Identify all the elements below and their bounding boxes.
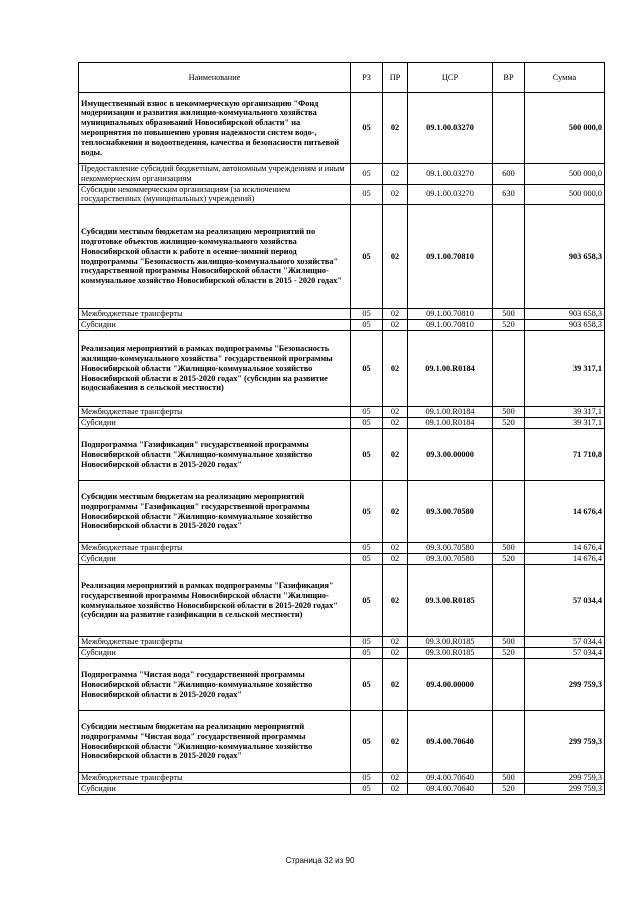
- cell-sum: 903 658,3: [525, 205, 605, 309]
- cell-csr: 09.1.00.R0184: [408, 418, 493, 429]
- table-row: [79, 205, 605, 309]
- cell-rz: 05: [351, 481, 383, 543]
- cell-csr: 09.1.00.R0184: [408, 331, 493, 407]
- cell-pr: 02: [383, 320, 408, 331]
- cell-pr: 02: [383, 554, 408, 565]
- cell-name: Субсидии: [79, 320, 351, 331]
- cell-name: Субсидии: [79, 418, 351, 429]
- table-row: [79, 407, 605, 418]
- cell-csr: 09.1.00.03270: [408, 184, 493, 205]
- cell-name: Подпрограмма "Газификация" государственной программы Новосибирской области "Жилищно-коммунальное хозяйство Новосибирской области в 2015-2020 годах": [79, 429, 351, 481]
- cell-vr: [493, 711, 525, 773]
- cell-vr: 500: [493, 637, 525, 648]
- cell-sum: 14 676,4: [525, 543, 605, 554]
- cell-pr: 02: [383, 418, 408, 429]
- table-row: [79, 565, 605, 637]
- cell-vr: 520: [493, 418, 525, 429]
- cell-name: Субсидии: [79, 554, 351, 565]
- cell-sum: 903 658,3: [525, 309, 605, 320]
- cell-pr: 02: [383, 309, 408, 320]
- cell-name: Межбюджетные трансферты: [79, 309, 351, 320]
- cell-name: Предоставление субсидий бюджетным, автономным учреждениям и иным некоммерческим организациям: [79, 164, 351, 185]
- cell-sum: 299 759,3: [525, 659, 605, 711]
- cell-vr: [493, 481, 525, 543]
- cell-name: Межбюджетные трансферты: [79, 637, 351, 648]
- cell-name: Подпрограмма "Чистая вода" государственной программы Новосибирской области "Жилищно-коммунальное хозяйство Новосибирской области в 2015-2020 годах": [79, 659, 351, 711]
- cell-csr: 09.4.00.70640: [408, 784, 493, 795]
- header-pr: ПР: [383, 63, 408, 93]
- cell-vr: 500: [493, 407, 525, 418]
- cell-rz: 05: [351, 205, 383, 309]
- cell-rz: 05: [351, 164, 383, 185]
- table-row: [79, 773, 605, 784]
- cell-sum: 39 317,1: [525, 418, 605, 429]
- cell-vr: 520: [493, 320, 525, 331]
- table-row: [79, 320, 605, 331]
- cell-pr: 02: [383, 637, 408, 648]
- cell-name: Субсидии местным бюджетам на реализацию мероприятий подпрограммы "Газификация" государственной программы Новосибирской области "Жилищно-коммунальное хозяйство Новосибирской области в 2015-2020 годах": [79, 481, 351, 543]
- cell-rz: 05: [351, 184, 383, 205]
- cell-sum: 71 710,8: [525, 429, 605, 481]
- cell-rz: 05: [351, 773, 383, 784]
- cell-name: Субсидии: [79, 648, 351, 659]
- cell-name: Реализация мероприятий в рамках подпрограммы "Газификация" государственной программы Новосибирской области "Жилищно-коммунальное хозяйство Новосибирской области в 2015-2020 годах" (субсидии на развитие газификации в сельской местности): [79, 565, 351, 637]
- cell-sum: 39 317,1: [525, 407, 605, 418]
- cell-pr: 02: [383, 784, 408, 795]
- cell-csr: 09.1.00.R0184: [408, 407, 493, 418]
- table-row: [79, 784, 605, 795]
- cell-csr: 09.1.00.70810: [408, 205, 493, 309]
- table-row: [79, 637, 605, 648]
- cell-name: Межбюджетные трансферты: [79, 773, 351, 784]
- cell-pr: 02: [383, 711, 408, 773]
- cell-name: Субсидии некоммерческим организациям (за исключением государственных (муниципальных) учреждений): [79, 184, 351, 205]
- cell-vr: 520: [493, 554, 525, 565]
- table-row: [79, 481, 605, 543]
- cell-csr: 09.3.00.00000: [408, 429, 493, 481]
- cell-pr: 02: [383, 543, 408, 554]
- cell-rz: 05: [351, 407, 383, 418]
- cell-rz: 05: [351, 429, 383, 481]
- cell-csr: 09.3.00.R0185: [408, 637, 493, 648]
- cell-sum: 57 034,4: [525, 637, 605, 648]
- cell-csr: 09.4.00.70640: [408, 773, 493, 784]
- table-row: [79, 418, 605, 429]
- cell-name: Имущественный взнос в некоммерческую организацию "Фонд модернизации и развития жилищно-коммунального хозяйства муниципальных образований Новосибирской области" на мероприятия по повышению уровня надежности систем водо-, теплоснабжения и водоотведения, качества и безопасности питьевой воды.: [79, 93, 351, 164]
- cell-rz: 05: [351, 543, 383, 554]
- cell-vr: 500: [493, 309, 525, 320]
- table-row: [79, 331, 605, 407]
- cell-pr: 02: [383, 648, 408, 659]
- cell-vr: [493, 93, 525, 164]
- header-rz: РЗ: [351, 63, 383, 93]
- cell-vr: 500: [493, 543, 525, 554]
- table-row: [79, 543, 605, 554]
- cell-pr: 02: [383, 164, 408, 185]
- cell-csr: 09.3.00.70580: [408, 543, 493, 554]
- cell-sum: 299 759,3: [525, 784, 605, 795]
- cell-csr: 09.3.00.R0185: [408, 648, 493, 659]
- cell-vr: [493, 331, 525, 407]
- cell-vr: 600: [493, 164, 525, 185]
- cell-rz: 05: [351, 784, 383, 795]
- table-body: [79, 93, 605, 795]
- cell-pr: 02: [383, 429, 408, 481]
- table-row: [79, 429, 605, 481]
- cell-vr: 630: [493, 184, 525, 205]
- cell-csr: 09.4.00.70640: [408, 711, 493, 773]
- table-row: [79, 659, 605, 711]
- cell-pr: 02: [383, 659, 408, 711]
- cell-sum: 57 034,4: [525, 648, 605, 659]
- cell-rz: 05: [351, 648, 383, 659]
- cell-sum: 500 000,0: [525, 93, 605, 164]
- cell-pr: 02: [383, 481, 408, 543]
- budget-table-page: [78, 62, 604, 795]
- cell-csr: 09.1.00.70810: [408, 320, 493, 331]
- page-number: Страница 32 из 90: [285, 856, 355, 865]
- cell-sum: 39 317,1: [525, 331, 605, 407]
- cell-sum: 14 676,4: [525, 481, 605, 543]
- cell-vr: [493, 205, 525, 309]
- cell-rz: 05: [351, 309, 383, 320]
- cell-name: Субсидии местным бюджетам на реализацию мероприятий подпрограммы "Чистая вода" государственной программы Новосибирской области "Жилищно-коммунальное хозяйство Новосибирской области в 2015-2020 годах": [79, 711, 351, 773]
- cell-sum: 14 676,4: [525, 554, 605, 565]
- cell-pr: 02: [383, 93, 408, 164]
- table-row: [79, 93, 605, 164]
- cell-csr: 09.1.00.70810: [408, 309, 493, 320]
- header-sum: Сумма: [525, 63, 605, 93]
- table-row: [79, 309, 605, 320]
- cell-pr: 02: [383, 407, 408, 418]
- table-row: [79, 711, 605, 773]
- cell-vr: [493, 659, 525, 711]
- cell-vr: [493, 565, 525, 637]
- cell-vr: 520: [493, 784, 525, 795]
- table-row: [79, 184, 605, 205]
- cell-pr: 02: [383, 331, 408, 407]
- header-vr: ВР: [493, 63, 525, 93]
- cell-rz: 05: [351, 320, 383, 331]
- cell-sum: 299 759,3: [525, 773, 605, 784]
- budget-table: [78, 62, 605, 795]
- cell-pr: 02: [383, 565, 408, 637]
- cell-rz: 05: [351, 711, 383, 773]
- cell-csr: 09.3.00.70580: [408, 554, 493, 565]
- cell-rz: 05: [351, 331, 383, 407]
- cell-name: Субсидии: [79, 784, 351, 795]
- table-row: [79, 554, 605, 565]
- cell-rz: 05: [351, 554, 383, 565]
- cell-sum: 903 658,3: [525, 320, 605, 331]
- cell-rz: 05: [351, 418, 383, 429]
- cell-csr: 09.1.00.03270: [408, 164, 493, 185]
- cell-vr: [493, 429, 525, 481]
- cell-rz: 05: [351, 93, 383, 164]
- cell-csr: 09.3.00.70580: [408, 481, 493, 543]
- cell-sum: 299 759,3: [525, 711, 605, 773]
- cell-vr: 520: [493, 648, 525, 659]
- cell-name: Межбюджетные трансферты: [79, 407, 351, 418]
- cell-sum: 57 034,4: [525, 565, 605, 637]
- cell-pr: 02: [383, 205, 408, 309]
- cell-name: Межбюджетные трансферты: [79, 543, 351, 554]
- cell-rz: 05: [351, 565, 383, 637]
- table-row: [79, 164, 605, 185]
- cell-pr: 02: [383, 184, 408, 205]
- cell-sum: 500 000,0: [525, 184, 605, 205]
- header-csr: ЦСР: [408, 63, 493, 93]
- table-row: [79, 648, 605, 659]
- cell-rz: 05: [351, 659, 383, 711]
- cell-rz: 05: [351, 637, 383, 648]
- cell-vr: 500: [493, 773, 525, 784]
- header-name: Наименование: [79, 63, 351, 93]
- cell-name: Субсидии местным бюджетам на реализацию мероприятий по подготовке объектов жилищно-коммунального хозяйства Новосибирской области к работе в осенне-зимний период подпрограммы "Безопасность жилищно-коммунального хозяйства" государственной программы Новосибирской области "Жилищно-коммунальное хозяйство Новосибирской области в 2015 - 2020 годах": [79, 205, 351, 309]
- cell-pr: 02: [383, 773, 408, 784]
- cell-csr: 09.3.00.R0185: [408, 565, 493, 637]
- cell-csr: 09.1.00.03270: [408, 93, 493, 164]
- table-header-row: [79, 63, 605, 93]
- cell-csr: 09.4.00.00000: [408, 659, 493, 711]
- cell-sum: 500 000,0: [525, 164, 605, 185]
- cell-name: Реализация мероприятий в рамках подпрограммы "Безопасность жилищно-коммунального хозяйства" государственной программы Новосибирской области "Жилищно-коммунальное хозяйство Новосибирской области в 2015-2020 годах" (субсидии на развитие водоснабжения в сельской местности): [79, 331, 351, 407]
